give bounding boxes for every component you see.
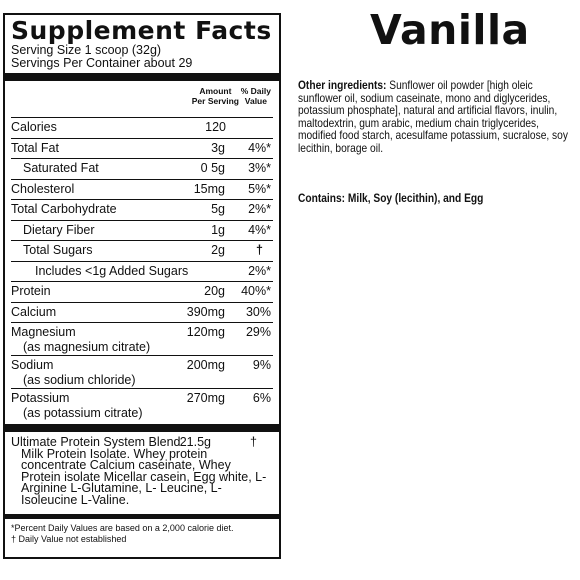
nutrient-row-calories: Calories 120 <box>11 117 273 138</box>
nutrient-row-magnesium: Magnesium (as magnesium citrate) 120mg 29% <box>11 322 273 355</box>
nutrient-row-cholesterol: Cholesterol 15mg 5%* <box>11 179 273 200</box>
footnote-dv-not-established: † Daily Value not established <box>11 534 127 544</box>
footnote-percent-dv: *Percent Daily Values are based on a 2,000 calorie diet. <box>11 523 234 533</box>
nutrient-row-saturated-fat: Saturated Fat 0 5g 3%* <box>11 158 273 179</box>
nutrient-row-total-sugars: Total Sugars 2g † <box>11 240 273 261</box>
other-ingredients-label: Other ingredients: <box>298 79 387 92</box>
nutrient-row-dietary-fiber: Dietary Fiber 1g 4%* <box>11 220 273 241</box>
amount-header: Amount Per Serving <box>191 86 239 106</box>
allergen-statement: Contains: Milk, Soy (lecithin), and Egg <box>298 192 484 205</box>
nutrient-row-calcium: Calcium 390mg 30% <box>11 302 273 323</box>
serving-size: Serving Size 1 scoop (32g) <box>11 43 162 57</box>
blend-description: Milk Protein Isolate. Whey protein concentrate Calcium caseinate, Whey Protein isolate Micellar casein, Egg white, L-Arginine L-Glutamine, L- Leucine, L-Isoleucine L-Valine. <box>21 446 267 507</box>
column-header <box>11 81 273 117</box>
divider-thick <box>5 424 279 432</box>
other-ingredients-text: Sunflower oil powder [high oleic sunflower oil, sodium caseinate, mono and diglycerides, potassium phosphate], natural and artificial flavors, inulin, maltodextrin, gum arabic, medium chain triglycerides, modified food starch, acesulfame potassium, sucralose, soy lecithin, borage oil. <box>298 79 568 155</box>
blend-amount: 21.5g <box>179 435 211 449</box>
daily-value-header: % Daily Value <box>240 86 271 106</box>
panel-title: Supplement Facts <box>11 16 272 45</box>
blend-name: Ultimate Protein System Blend <box>11 435 181 449</box>
blend-daily-value: † <box>250 435 257 449</box>
other-ingredients <box>298 80 571 156</box>
flavor-heading: Vanilla <box>370 6 530 54</box>
nutrient-row-total-carbohydrate: Total Carbohydrate 5g 2%* <box>11 199 273 220</box>
divider-thick <box>5 73 279 81</box>
servings-per-container: Servings Per Container about 29 <box>11 56 193 70</box>
nutrient-row-protein: Protein 20g 40%* <box>11 281 273 302</box>
supplement-facts-panel <box>3 13 281 559</box>
nutrient-row-added-sugars: Includes <1g Added Sugars 2%* <box>11 261 273 282</box>
proprietary-blend <box>11 432 273 514</box>
nutrient-row-total-fat: Total Fat 3g 4%* <box>11 138 273 159</box>
footnotes <box>11 519 273 545</box>
nutrient-rows <box>11 117 273 421</box>
nutrient-row-potassium: Potassium (as potassium citrate) 270mg 6% <box>11 388 273 421</box>
nutrient-row-sodium: Sodium (as sodium chloride) 200mg 9% <box>11 355 273 388</box>
